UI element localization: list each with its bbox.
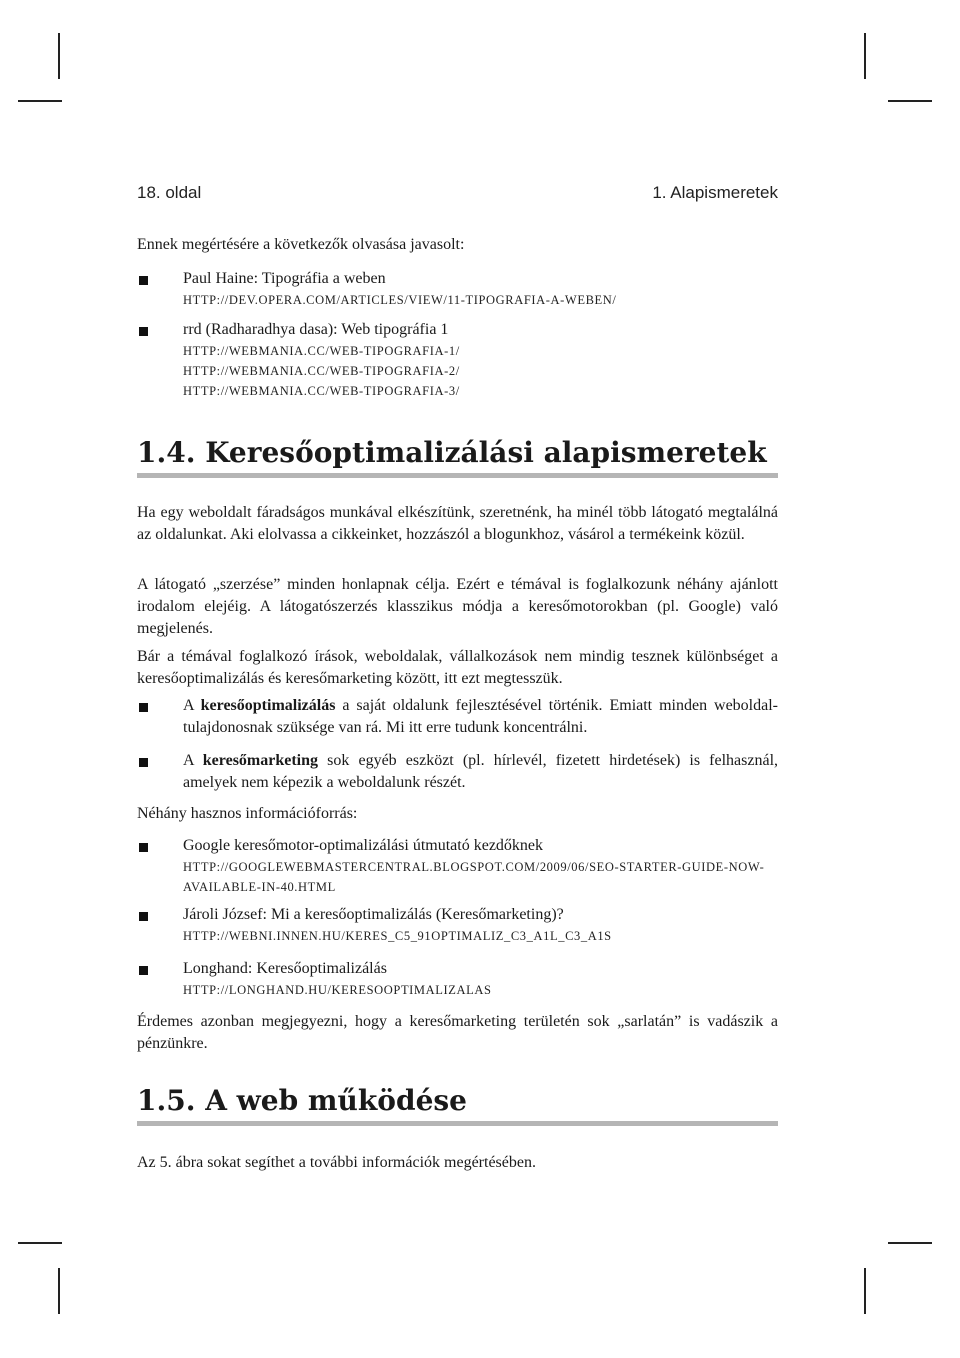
text-span: A	[183, 697, 201, 714]
paragraph: Érdemes azonban megjegyezni, hogy a keresőmarketing területén sok „sarlatán” is vadászik a pénzünkre.	[137, 1013, 778, 1052]
sources-intro: Néhány hasznos információforrás:	[137, 805, 358, 822]
bullet	[139, 758, 148, 767]
text-span: a saját oldalunk fejlesztésével történik. Emiatt minden weboldal-tulajdonosnak szüksége van rá. Mi itt erre tudunk koncentrálni.	[183, 697, 778, 736]
item-url[interactable]: HTTP://GOOGLEWEBMASTERCENTRAL.BLOGSPOT.COM/2009/06/SEO-STARTER-GUIDE-NOW-	[183, 860, 765, 874]
running-header	[137, 183, 778, 203]
item-url[interactable]: AVAILABLE-IN-40.HTML	[183, 880, 336, 894]
bullet	[139, 912, 148, 921]
item-title: Jároli József: Mi a keresőoptimalizálás (Keresőmarketing)?	[183, 906, 564, 923]
paragraph: Bár a témával foglalkozó írások, weboldalak, vállalkozások nem mindig tesznek különbséget a keresőoptimalizálás és keresőmarketing között, itt ezt megtesszük.	[137, 648, 778, 687]
paragraph: Ha egy weboldalt fáradságos munkával elkészítünk, szeretnénk, ha minél több látogató megtalálná az oldalunkat. Aki elolvassa a cikkeinket, hozzászól a blogunkhoz, vásárol a termékeink közül.	[137, 504, 778, 543]
bold-term: keresőoptimalizálás	[200, 697, 336, 714]
item-url[interactable]: HTTP://WEBMANIA.CC/WEB-TIPOGRAFIA-2/	[183, 364, 460, 378]
paragraph: Az 5. ábra sokat segíthet a további információk megértésében.	[137, 1154, 536, 1171]
item-title: rrd (Radharadhya dasa): Web tipográfia 1	[183, 321, 449, 338]
crop-mark	[58, 33, 60, 79]
bullet	[139, 703, 148, 712]
crop-mark	[864, 1268, 866, 1314]
list-item	[183, 750, 778, 794]
paragraph: A látogató „szerzése” minden honlapnak célja. Ezért e témával is foglalkozunk néhány ajánlott irodalom elejéig. A látogatószerzés klasszikus módja a keresőmotorokban (pl. Google) való megjelenés.	[137, 576, 778, 637]
bullet	[139, 843, 148, 852]
item-url[interactable]: HTTP://DEV.OPERA.COM/ARTICLES/VIEW/11-TIPOGRAFIA-A-WEBEN/	[183, 293, 617, 307]
bold-term: keresőmarketing	[202, 752, 319, 769]
text-span: A	[183, 752, 203, 769]
crop-mark	[888, 100, 932, 102]
list-item	[183, 319, 778, 401]
crop-mark	[18, 1242, 62, 1244]
item-title: Paul Haine: Tipográfia a weben	[183, 270, 386, 287]
section-title: 1.4. Keresőoptimalizálási alapismeretek	[137, 436, 767, 469]
item-url[interactable]: HTTP://LONGHAND.HU/KERESOOPTIMALIZALAS	[183, 983, 492, 997]
intro-text: Ennek megértésére a következők olvasása javasolt:	[137, 236, 465, 253]
crop-mark	[58, 1268, 60, 1314]
crop-mark	[864, 33, 866, 79]
list-item	[183, 695, 778, 739]
list-item	[183, 958, 778, 1000]
bullet	[139, 276, 148, 285]
chapter-title: 1. Alapismeretek	[652, 183, 778, 202]
list-item	[183, 268, 778, 310]
section-rule	[137, 1121, 778, 1126]
page-number: 18. oldal	[137, 183, 202, 202]
item-url[interactable]: HTTP://WEBMANIA.CC/WEB-TIPOGRAFIA-1/	[183, 344, 460, 358]
bullet	[139, 966, 148, 975]
item-title: Google keresőmotor-optimalizálási útmutató kezdőknek	[183, 837, 544, 854]
item-url[interactable]: HTTP://WEBMANIA.CC/WEB-TIPOGRAFIA-3/	[183, 384, 460, 398]
crop-mark	[888, 1242, 932, 1244]
section-title: 1.5. A web működése	[137, 1084, 467, 1117]
item-url[interactable]: HTTP://WEBNI.INNEN.HU/KERES_C5_91OPTIMALIZ_C3_A1L_C3_A1S	[183, 929, 612, 943]
item-title: Longhand: Keresőoptimalizálás	[183, 960, 387, 977]
list-item	[183, 904, 778, 946]
section-rule	[137, 473, 778, 478]
crop-mark	[18, 100, 62, 102]
bullet	[139, 327, 148, 336]
list-item	[183, 835, 778, 897]
text-span: sok egyéb eszközt (pl. hírlevél, fizetett hirdetések) is felhasznál, amelyek nem képezik a weboldalunk részét.	[183, 752, 779, 791]
